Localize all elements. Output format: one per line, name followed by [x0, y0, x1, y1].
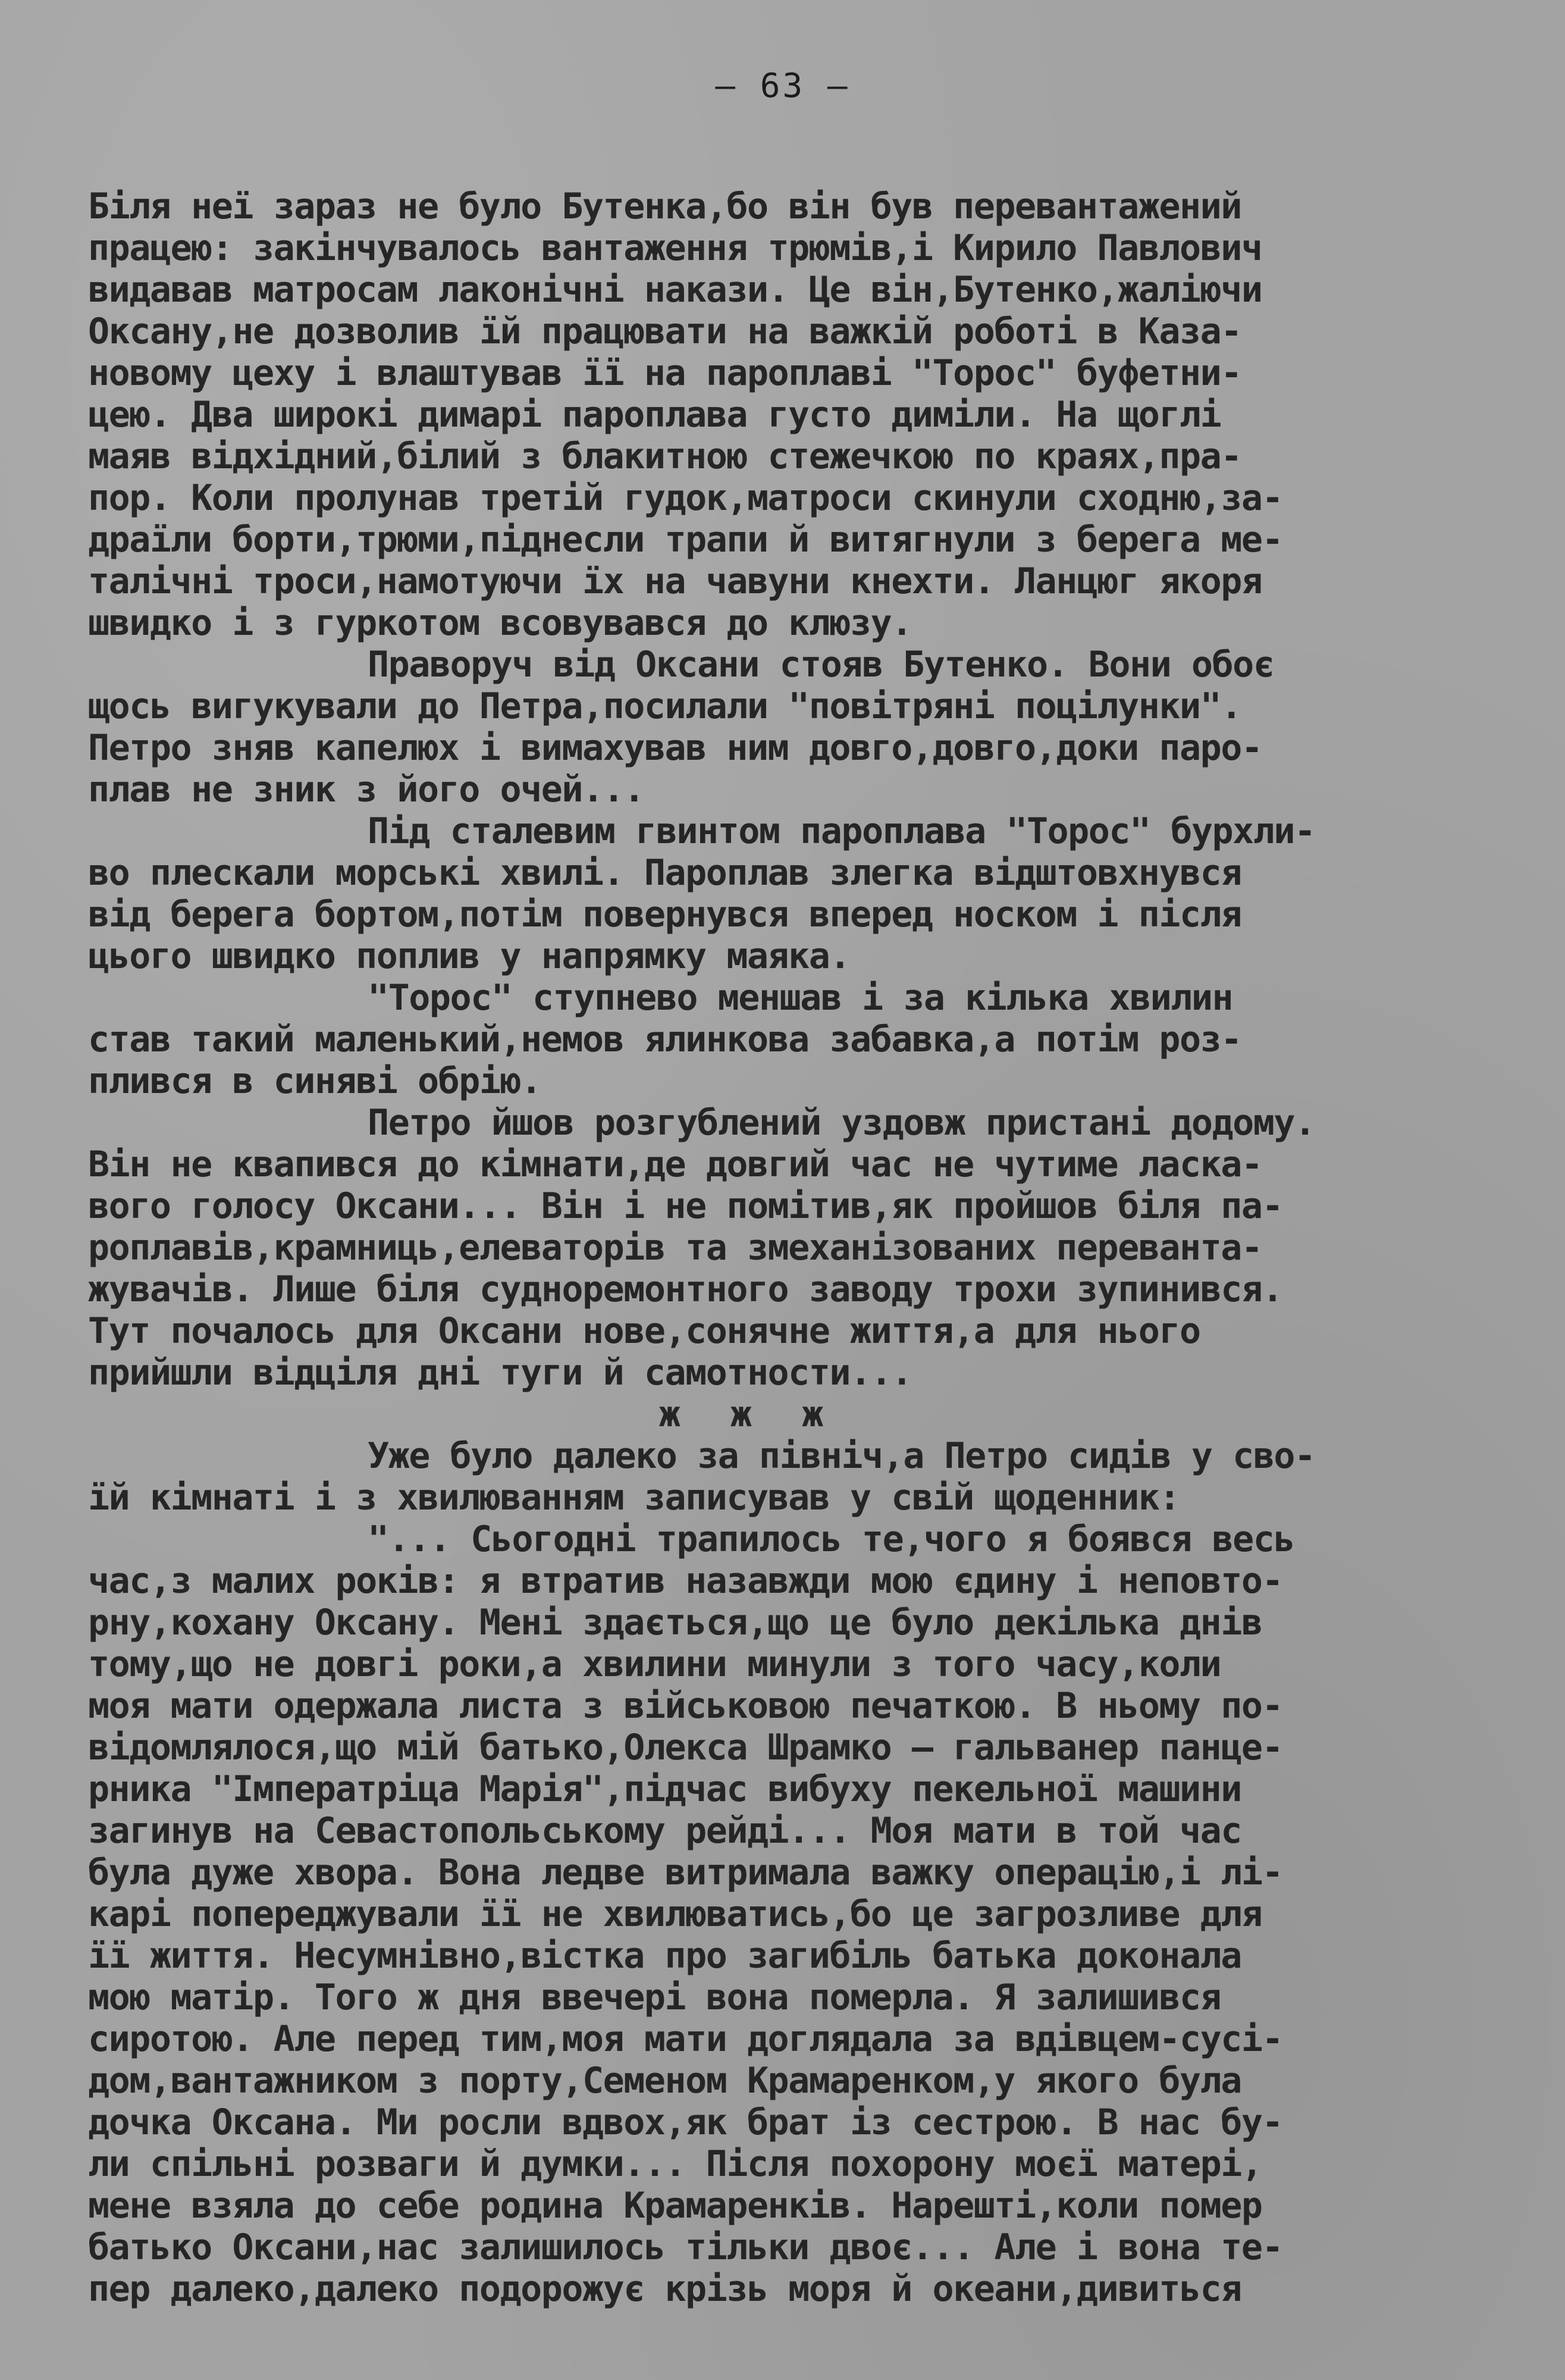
text-line: тому,що не довгі роки,а хвилини минули з того часу,коли: [88, 1643, 1221, 1685]
text-line: рну,кохану Оксану. Мені здається,що це було декілька днів: [88, 1602, 1262, 1643]
body-text: [88, 186, 1480, 2310]
text-line: була дуже хвора. Вона ледве витримала важку операцію,і лі-: [88, 1852, 1283, 1893]
text-line: дочка Оксана. Ми росли вдвох,як брат із сестрою. В нас бу-: [88, 2102, 1283, 2143]
text-line: цього швидко поплив у напрямку маяка.: [88, 935, 851, 977]
text-line: плав не зник з його очей...: [88, 769, 644, 810]
text-line: талічні троси,намотуючи їх на чавуни кнехти. Ланцюг якоря: [88, 560, 1262, 602]
text-line: Петро зняв капелюх і вимахував ним довго,довго,доки паро-: [88, 727, 1262, 769]
text-line: ли спільні розваги й думки... Після похорону моєї матері,: [88, 2143, 1262, 2185]
paragraph-start-line: "... Сьогодні трапилось те,чого я боявся весь: [368, 1518, 1295, 1560]
text-line: час,з малих років: я втратив назавжди мою єдину і неповто-: [88, 1560, 1283, 1602]
text-line: вого голосу Оксани... Він і не помітив,як пройшов біля па-: [88, 1185, 1283, 1227]
text-line: загинув на Севастопольському рейді... Моя мати в той час: [88, 1810, 1241, 1852]
text-line: мене взяла до себе родина Крамаренків. Нарешті,коли помер: [88, 2185, 1262, 2226]
text-line: дом,вантажником з порту,Семеном Крамаренком,у якого була: [88, 2060, 1241, 2102]
text-line: щось вигукували до Петра,посилали "повітряні поцілунки".: [88, 685, 1241, 727]
text-line: пор. Коли пролунав третій гудок,матроси скинули сходню,за-: [88, 477, 1283, 519]
text-line: видавав матросам лаконічні накази. Це він,Бутенко,жаліючи: [88, 269, 1262, 311]
text-line: прийшли відціля дні туги й самотности...: [88, 1352, 912, 1393]
text-line: рника "Імператріца Марія",підчас вибуху пекельної машини: [88, 1768, 1241, 1810]
text-line: драїли борти,трюми,піднесли трапи й витягнули з берега ме-: [88, 519, 1283, 560]
text-line: новому цеху і влаштував її на пароплаві "Торос" буфетни-: [88, 352, 1241, 394]
text-line: працею: закінчувалось вантаження трюмів,і Кирило Павлович: [88, 227, 1262, 269]
text-line: Оксану,не дозволив їй працювати на важкій роботі в Каза-: [88, 311, 1241, 352]
paragraph-start-line: Праворуч від Оксани стояв Бутенко. Вони обоє: [368, 644, 1274, 685]
paragraph-start-line: "Торос" ступнево меншав і за кілька хвилин: [368, 977, 1233, 1019]
paragraph-start-line: Петро йшов розгублений уздовж пристані додому.: [368, 1102, 1315, 1144]
paragraph-start-line: Під сталевим гвинтом пароплава "Торос" бурхли-: [368, 810, 1315, 852]
text-line: маяв відхідний,білий з блакитною стежечкою по краях,пра-: [88, 436, 1241, 477]
text-line: Тут почалось для Оксани нове,сонячне життя,а для нього: [88, 1310, 1200, 1352]
text-line: від берега бортом,потім повернувся вперед носком і після: [88, 894, 1241, 935]
text-line: мою матір. Того ж дня ввечері вона померла. Я залишився: [88, 1977, 1221, 2018]
text-line: жувачів. Лише біля судноремонтного заводу трохи зупинився.: [88, 1269, 1283, 1310]
text-line: во плескали морські хвилі. Пароплав злегка відштовхнувся: [88, 852, 1241, 894]
page-number: – 63 –: [715, 67, 850, 105]
text-line: швидко і з гуркотом всовувався до клюзу.: [88, 602, 912, 644]
text-line: карі попереджували її не хвилюватись,бо це загрозливе для: [88, 1893, 1262, 1935]
text-line: Біля неї зараз не було Бутенка,бо він був перевантажений: [88, 186, 1241, 227]
text-line: відомлялося,що мій батько,Олекса Шрамко – гальванер панце-: [88, 1727, 1283, 1768]
text-line: став такий маленький,немов ялинкова забавка,а потім роз-: [88, 1019, 1241, 1060]
text-line: її життя. Несумнівно,вістка про загибіль батька доконала: [88, 1935, 1241, 1977]
section-separator: ж ж ж: [658, 1393, 838, 1435]
text-line: сиротою. Але перед тим,моя мати доглядала за вдівцем-сусі-: [88, 2018, 1283, 2060]
text-line: пер далеко,далеко подорожує крізь моря й океани,дивиться: [88, 2268, 1241, 2310]
text-line: цею. Два широкі димарі пароплава густо диміли. На щоглі: [88, 394, 1221, 436]
text-line: моя мати одержала листа з військовою печаткою. В ньому по-: [88, 1685, 1283, 1727]
text-line: Він не квапився до кімнати,де довгий час не чутиме ласка-: [88, 1144, 1262, 1185]
text-line: плився в синяві обрію.: [88, 1060, 541, 1102]
paragraph-start-line: Уже було далеко за північ,а Петро сидів у сво-: [368, 1435, 1315, 1477]
text-line: батько Оксани,нас залишилось тільки двоє... Але і вона те-: [88, 2226, 1283, 2268]
text-line: роплавів,крамниць,елеваторів та змеханізованих переванта-: [88, 1227, 1262, 1269]
text-line: їй кімнаті і з хвилюванням записував у свій щоденник:: [88, 1477, 1180, 1518]
